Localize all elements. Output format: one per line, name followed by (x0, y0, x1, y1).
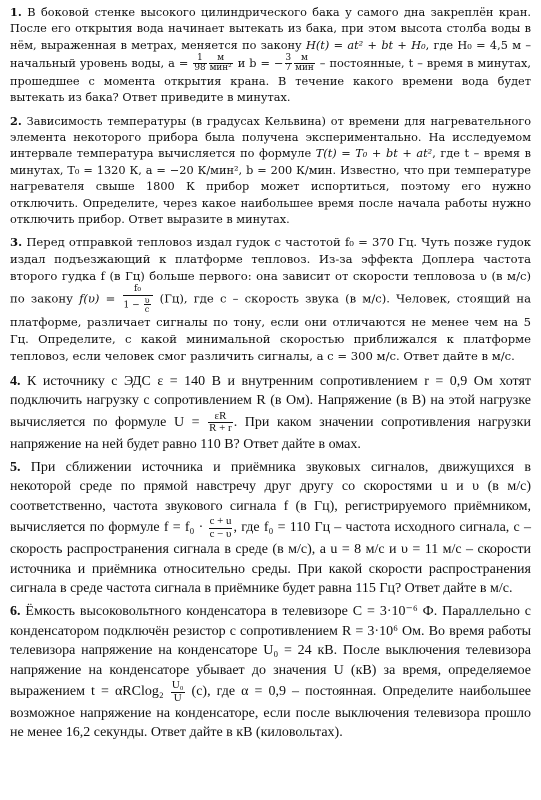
unit-fraction: $\frac{м}{\text{мин²}}$ (209, 53, 232, 74)
fraction: f₀ 1 − $\frac{\upsilon}{c}$ (123, 285, 153, 314)
problem-3: 3. Перед отправкой тепловоз издал гудок с частотой f₀ = 370 Гц. Чуть позже гудок издал подъезжающий к платформе тепловоз. Из-за эффекта Доплера частота второго гудка f (в Гц) больше первого: она зависит от скорости тепловоза υ (в м/с) по закону f(υ) = f₀ 1 − $\frac{\upsilon}{c}$ (Гц), где c – скорость звука (в м/с). Человек, стоящий на платформе, различает сигналы по тону, если они отличаются не менее чем на 5 Гц. Определите, с какой минимальной скоростью приближался к платформе тепловоз, если человек смог различить сигналы, а c = 300 м/с. Ответ дайте в м/с. (10, 235, 532, 363)
problem-number: 3. (10, 235, 23, 250)
fraction: $\frac{c + u}{c - \upsilon}$ (209, 515, 232, 540)
fraction: $\frac{3}{7}$ (285, 53, 292, 74)
problem-1: 1. В боковой стенке высокого цилиндрического бака у самого дна закреплён кран. После его открытия вода начинает вытекать из бака, при этом высота столба воды в нём, выраженная в метрах, меняется по закону H(t) = at² + bt + H₀, где H₀ = 4,5 м – начальный уровень воды, a = $\frac{1}{98}$ $\frac{м}{\text{мин²}}$ и b = − $\frac{3}{7}$ $\frac{м}{\text{мин}}$ – постоянные, t – время в минутах, прошедшее с момента открытия крана. В течение какого времени вода будет вытекать из бака? Ответ приведите в минутах. (10, 5, 532, 105)
formula: f(υ) = (79, 291, 122, 306)
fraction: $\frac{\varepsilon R}{R + r}$ (209, 409, 232, 435)
problem-number: 4. (10, 373, 21, 389)
problem-4: 4. К источнику с ЭДС ε = 140 В и внутренним сопротивлением r = 0,9 Ом хотят подключить нагрузку с сопротивлением R (в Ом). Напряжение (в В) на этой нагрузке вычисляется по формуле U = $\frac{\varepsilon R}{R + r}$ . При каком значении сопротивления нагрузки напряжение на ней будет равно 110 В? Ответ дайте в омах. (10, 373, 531, 452)
formula: H(t) = at² + bt + H₀ (306, 38, 426, 52)
fraction: $\frac{1}{98}$ (194, 53, 206, 74)
problem-number: 1. (10, 5, 22, 19)
fraction: $\frac{\text{U₀}}{U}$ (171, 679, 184, 704)
problem-number: 2. (10, 113, 22, 128)
problem-number: 5. (10, 460, 21, 476)
problem-5: 5. При сближении источника и приёмника звуковых сигналов, движущихся в некоторой среде по прямой навстречу друг другу со скоростями u и υ (в м/с) соответственно, частота звукового сигнала f (в Гц), регистрируемого приёмником, вычисляется по формуле f = f₀ · $\frac{c + u}{c - \upsilon}$ , где f₀ = 110 Гц – частота исходного сигнала, c – скорость распространения сигнала в среде (в м/с), а u = 8 м/с и υ = 11 м/с – скорости источника и приёмника относительно среды. При какой скорости распространения сигнала в среде частота сигнала в приёмнике будет равна 115 Гц? Ответ дайте в м/с. (10, 460, 531, 597)
formula: T(t) = T₀ + bt + at² (315, 147, 433, 161)
unit-fraction: $\frac{м}{\text{мин}}$ (295, 53, 314, 74)
problem-6: 6. Ёмкость высоковольтного конденсатора в телевизоре C = 3·10⁻⁶ Ф. Параллельно с конденсатором подключён резистор с сопротивлением R = 3·10⁶ Ом. Во время работы телевизора напряжение на конденсаторе U₀ = 24 кВ. После выключения телевизора напряжение на конденсаторе убывает до значения U (кВ) за время, определяемое выражением t = αRClog₂ $\frac{\text{U₀}}{U}$ (с), где α = 0,9 – постоянная. Определите наибольшее возможное напряжение на конденсаторе, если после выключения телевизора прошло не менее 16,2 секунды. Ответ дайте в кВ (киловольтах). (10, 604, 531, 741)
problem-2: 2. Зависимость температуры (в градусах Кельвина) от времени для нагревательного элемента некоторого прибора была получена экспериментально. На исследуемом интервале температура вычисляется по формуле T(t) = T₀ + bt + at², где t – время в минутах, T₀ = 1320 К, a = −20 К/мин², b = 200 К/мин. Известно, что при температуре нагревателя свыше 1800 К прибор может испортиться, поэтому его нужно отключить. Определите, через какое наибольшее время после начала работы нужно отключить прибор. Ответ выразите в минутах. (10, 113, 531, 226)
problem-number: 6. (10, 604, 21, 620)
